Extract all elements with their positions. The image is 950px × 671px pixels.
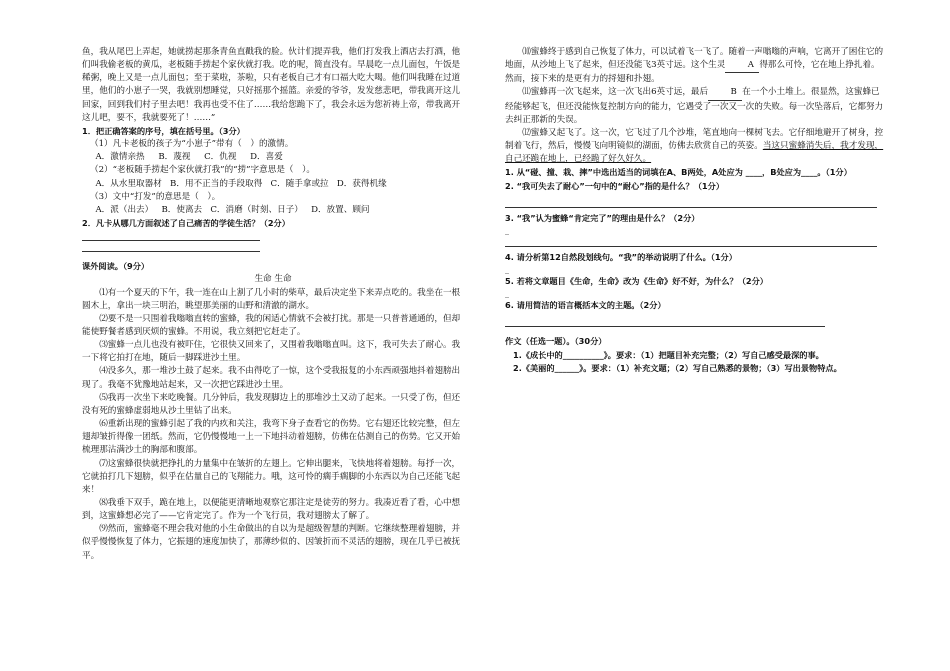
blank-b[interactable]: B — [708, 86, 742, 100]
composition-title: 作文（任选一题）。（30分） — [505, 336, 607, 347]
answer-line[interactable] — [505, 316, 825, 327]
paragraph-11: ⑾蜜蜂再一次飞起来，这一次飞出6英寸远，最后 B 在一个小土堆上。很显然，这蜜蜂已经能够起飞，但还没能恢复控制方向的能力，它遇受了一次又一次的失败。每一次坠落后，它都努力去纠正那新的失误。 — [505, 87, 884, 125]
question-1-1: （1）凡卡老板的孩子为“小崽子”带有（ ）的激情。 — [90, 139, 294, 150]
option[interactable]: C．消磨（时刻、日子） — [210, 204, 303, 215]
option[interactable]: B．用不正当的手段取得 — [170, 178, 263, 189]
option[interactable]: B．使离去 — [161, 204, 203, 215]
option[interactable]: C．仇视 — [204, 152, 237, 163]
right-column: ⑽蜜蜂终于感到自己恢复了体力，可以试着飞一飞了。随着一声嗡嗡的声响，它离开了困住它的地面，从沙地上飞了起来，但还没能飞3英寸远。这个生灵 A 得那么可怜，它在地上挣扎着。然而，接下来的是更有力的捋翅和扑翅。 ⑾蜜蜂再一次飞起来，这一次飞出6英寸远，最后 B 在一个小土堆上。很显然，这蜜蜂已经能够起飞，但还没能恢复控制方向的能力，它遇受了一次又一次的失败。每一次坠落后，它都努力去纠正那新的失误。 ⑿蜜蜂又起飞了。这一次，它飞过了几个沙堆，笔直地向一棵树飞去。它仔细地避开了树身，控制着飞行，然后，慢慢飞向明镜似的湖面，仿佛去欣赏自己的英姿。当这只蜜蜂消失后，我才发现，自己还跪在地上，已经跪了好久好久。 1. 从“碰、撞、栽、摔”中选出适当的词填在A、B两处，A处应为 ____，B处应为____。（1分） 2. “我可失去了耐心”一句中的“耐心”指的是什么？（1分） 3. “我”认为蜜蜂“肯定完了”的理由是什么？（2分） _ 4. 请分析第12自然段划线句。“我”的举动说明了什么。（1分） _ 5. 若将文章题目《生命，生命》改为《生命》好不好，为什么？（2分） _ 6. 请用简洁的语言概括本文的主题。（2分） 作文（任选一题）。（30分） 1.《成长中的__________》。要求：（1）把题目补充完整；（2）写自己感受最深的事。 2.《美丽的______》。要求：（1）补充文题；（2）写自己熟悉的景物；（3）写出景物特点。 — [505, 46, 887, 375]
paragraph: ⑴有一个夏天的下午，我一连在山上割了几小时的柴草，最后决定坐下来弄点吃的。我坐在一根圆木上，拿出一块三明治，眺望那美丽的山野和清澈的湖水。 — [82, 287, 461, 311]
option[interactable]: D．喜爱 — [250, 152, 283, 163]
paragraph: ⑻我垂下双手，跪在地上，以便能更清晰地观察它那注定是徒劳的努力。我凑近看了看，心中想到，这蜜蜂想必完了——它肯定完了。作为一个飞行员，我对翅膀太了解了。 — [82, 498, 461, 522]
question-r5: 5. 若将文章题目《生命，生命》改为《生命》好不好，为什么？（2分） — [505, 276, 768, 287]
composition-option-1: 1.《成长中的__________》。要求：（1）把题目补充完整；（2）写自己感受最深的事。 — [513, 349, 824, 360]
blank-a[interactable]: A — [725, 59, 759, 73]
option[interactable]: D．放置、顾问 — [311, 204, 370, 215]
option[interactable]: A．从水里取器材 — [95, 178, 162, 189]
answer-line[interactable] — [505, 236, 877, 247]
paragraph: ⑶蜜蜂一点儿也没有被吓住，它很快又回来了，又围着我嗡嗡直叫。这下，我可失去了耐心。我一下将它拍打在地，随后一脚踩进沙土里。 — [82, 340, 461, 364]
paragraph-12: ⑿蜜蜂又起飞了。这一次，它飞过了几个沙堆，笔直地向一棵树飞去。它仔细地避开了树身，控制着飞行，然后，慢慢飞向明镜似的湖面，仿佛去欣赏自己的英姿。当这只蜜蜂消失后，我才发现，自己还跪在地上，已经跪了好久好久。 — [505, 127, 884, 165]
option[interactable]: A．派（出去） — [95, 204, 154, 215]
article-title: 生命 生命 — [254, 274, 292, 285]
question-2-title: 2．凡卡从哪几方面叙述了自己痛苦的学徒生活？（2分） — [82, 218, 290, 229]
question-1-3-options — [82, 204, 464, 217]
option[interactable]: B．蔑视 — [158, 152, 191, 163]
composition-option-2: 2.《美丽的______》。要求：（1）补充文题；（2）写自己熟悉的景物；（3）写出景物特点。 — [513, 362, 842, 373]
question-r1: 1. 从“碰、撞、栽、摔”中选出适当的词填在A、B两处，A处应为 ____，B处应为____。（1分） — [505, 167, 852, 178]
option[interactable]: A．激情亲热 — [95, 152, 145, 163]
question-1-3: （3）文中“打发”的意思是（ ）。 — [90, 191, 221, 202]
answer-line[interactable] — [82, 241, 260, 252]
question-r6: 6. 请用简洁的语言概括本文的主题。（2分） — [505, 300, 666, 311]
option[interactable]: D．获得机缘 — [336, 178, 387, 189]
question-r3: 3. “我”认为蜜蜂“肯定完了”的理由是什么？（2分） — [505, 212, 700, 223]
question-r2: 2. “我可失去了耐心”一句中的“耐心”指的是什么？（1分） — [505, 180, 725, 191]
paragraph-10: ⑽蜜蜂终于感到自己恢复了体力，可以试着飞一飞了。随着一声嗡嗡的声响，它离开了困住它的地面，从沙地上飞了起来，但还没能飞3英寸远。这个生灵 A 得那么可怜，它在地上挣扎着。然而，接下来的是更有力的捋翅和扑翅。 — [505, 47, 884, 85]
question-1-1-options — [82, 151, 464, 164]
left-column — [82, 46, 464, 563]
paragraph: ⑵要不是一只围着我嗡嗡直转的蜜蜂，我的闲适心情就不会被打扰。那是一只普普通通的，但却能使野餐者感到厌烦的蜜蜂。不用说，我立刻把它赶走了。 — [82, 313, 461, 337]
answer-line[interactable] — [505, 197, 877, 208]
paragraph: ⑺这蜜蜂很快就把挣扎的力量集中在皱折的左翅上。它伸出腿来，飞快地将着翅膀。每抒一次，它就拍打几下翅膀，似乎在估量自己的飞翔能力。哦，这可怜的瘸手瘸脚的小东西以为自己还能飞起来！ — [82, 458, 461, 495]
question-1-title: 1．把正确答案的序号，填在括号里。（3分） — [82, 125, 245, 136]
reading-section-title: 课外阅读。（9分） — [82, 261, 150, 272]
option[interactable]: C．随手拿或拉 — [270, 178, 329, 189]
paragraph: ⑹重新出现的蜜蜂引起了我的内疚和关注，我弯下身子查看它的伤势。它右翅还比较完整，但左翅却皱折得像一团纸。然而，它仍慢慢地一上一下地抖动着翅膀，仿佛在估测自己的伤势。它又开始梳理那沾满沙土的胸部和腹部。 — [82, 419, 461, 456]
question-1-2: （2）“老板随手捞起个家伙就打我”的“捞”字意思是（ ）。 — [90, 165, 315, 176]
paragraph: ⑷没多久，那一堆沙土鼓了起来。我不由得吃了一惊，这个受我报复的小东西顽强地抖着翅膀出现了。我毫不犹豫地站起来，又一次把它踩进沙土里。 — [82, 366, 461, 390]
paragraph: ⑼然而，蜜蜂毫不理会我对他的小生命做出的自以为是超级智慧的判断。它继续整理着翅膀，并似乎慢慢恢复了体力，它振翅的速度加快了，那薄纱似的、因皱折而不灵活的翅膀，现在几乎已被抚平。 — [82, 524, 461, 561]
answer-line[interactable] — [82, 230, 260, 241]
question-r4: 4. 请分析第12自然段划线句。“我”的举动说明了什么。（1分） — [505, 251, 737, 262]
passage-intro: 鱼，我从尾巴上弄起，她就捞起那条青鱼直戳我的脸。伙计们提弄我，他们打发我上酒店去打酒，他们叫我偷老板的黄瓜，老板随手捞起个家伙就打我。吃的呢，简直没有。早晨吃一点儿面包，午饭是稀粥，晚上又是一点儿面包；至于菜啦，茶啦，只有老板自己才有口福大吃大喝。他们叫我睡在过道里，他们的小崽子一哭，我就别想睡觉，只好摇那个摇篮。亲爱的爷爷，发发慈悲吧，带我离开这儿回家，回到我们村子里去吧！我再也受不住了……我给您跪下了，我会永远为您祈祷上帝，带我离开这儿吧，要不，我就要死了！……” — [82, 47, 461, 123]
underlined-sentence: 当这只蜜蜂消失后，我才发现，自己还跪在地上，已经跪了好久好久。 — [505, 141, 884, 165]
paragraph: ⑸我再一次坐下来吃晚餐。几分钟后，我发现脚边上的那堆沙土又动了起来。一只受了伤，但还没有死的蜜蜂虚弱地从沙土里钻了出来。 — [82, 392, 461, 416]
question-1-2-options — [82, 178, 464, 191]
